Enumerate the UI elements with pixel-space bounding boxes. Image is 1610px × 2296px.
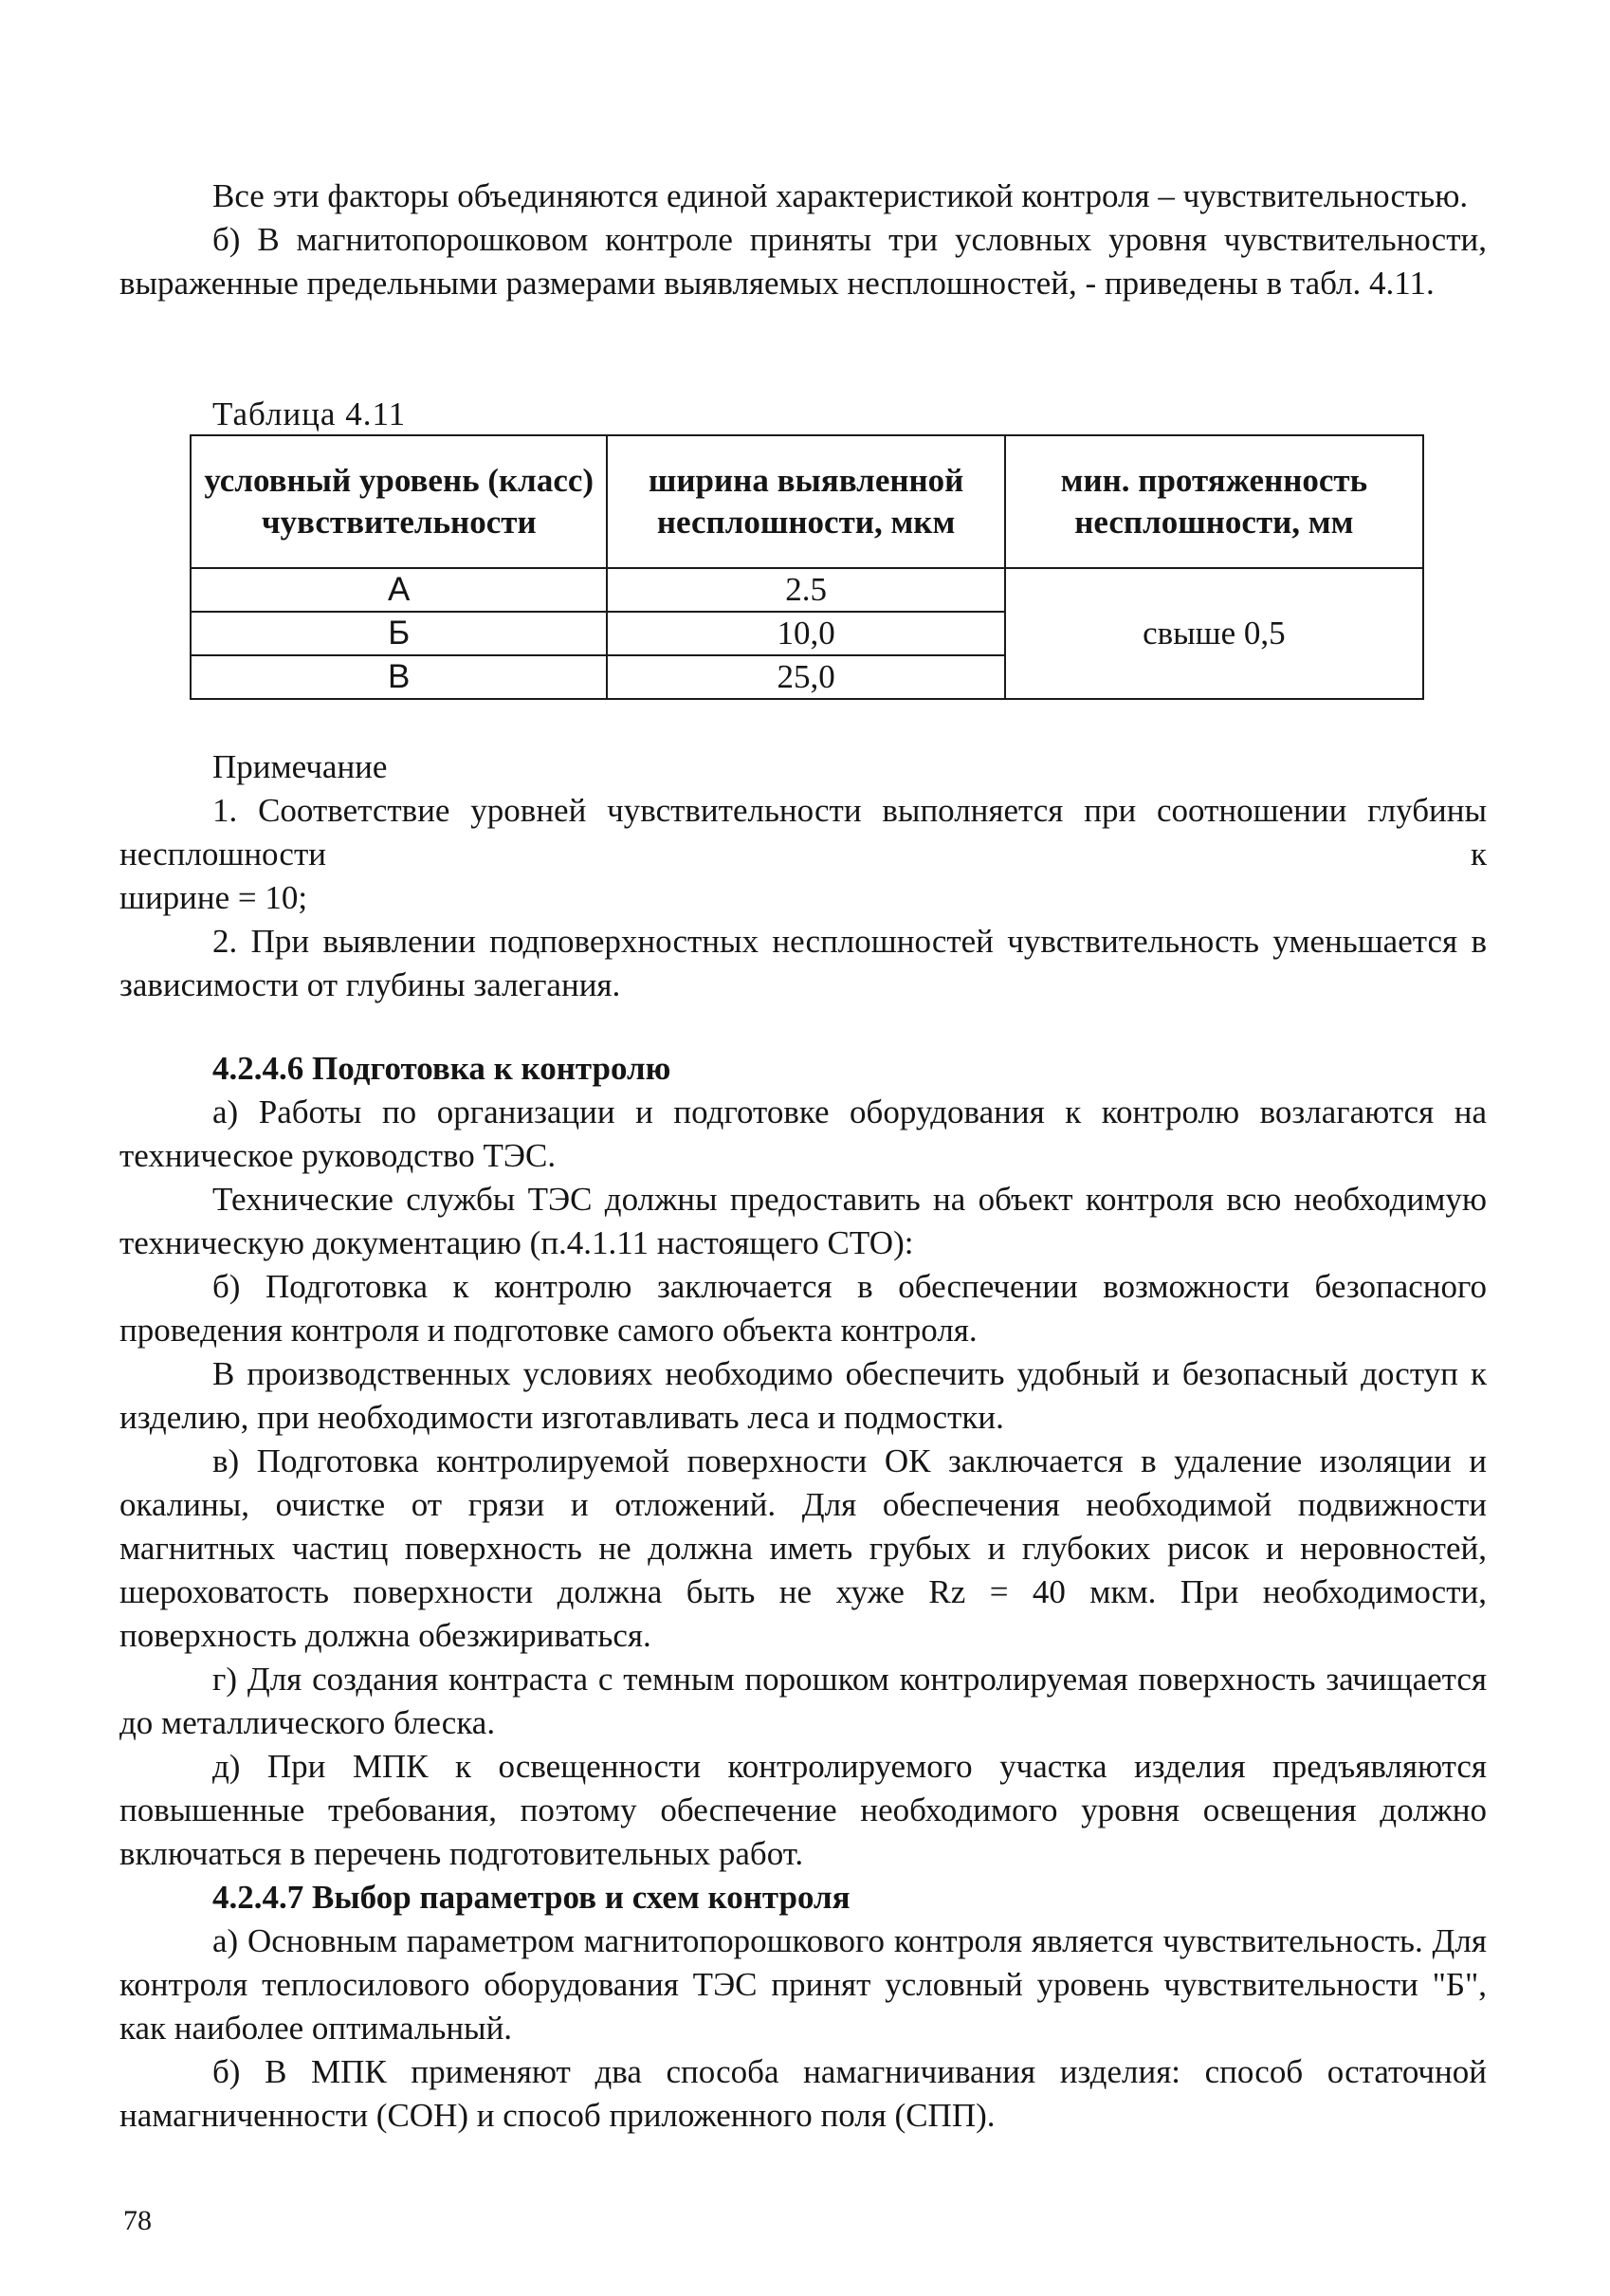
section-paragraph: б) Подготовка к контролю заключается в обеспечении возможности безопасного проведения контроля и подготовке самого объекта контроля. (119, 1268, 1487, 1349)
cell-min-length: свыше 0,5 (1005, 568, 1423, 699)
cell-width: 2.5 (607, 568, 1004, 612)
header-min-length: мин. протяженность несплошности, мм (1005, 435, 1423, 568)
section-paragraph: д) При МПК к освещенности контролируемого участка изделия предъявляются повышенные требования, поэтому обеспечение необходимого уровня освещения должно включаться в перечень подготовительных работ. (119, 1748, 1487, 1872)
section-4-2-4-6 (119, 1047, 1487, 2138)
section-paragraph: б) В МПК применяют два способа намагничивания изделия: способ остаточной намагниченности (СОН) и способ приложенного поля (СПП). (119, 2053, 1487, 2134)
section-paragraph: в) Подготовка контролируемой поверхности ОК заключается в удаление изоляции и окалины, очистке от грязи и отложений. Для обеспечения необходимой подвижности магнитных частиц поверхность не должна иметь грубых и глубоких рисок и неровностей, шероховатость поверхности должна быть не хуже Rz = 40 мкм. При необходимости, поверхность должна обезжириваться. (119, 1442, 1487, 1654)
section-paragraph: Технические службы ТЭС должны предоставить на объект контроля всю необходимую техническую документацию (п.4.1.11 настоящего СТО): (119, 1181, 1487, 1261)
note-block (119, 745, 1487, 1007)
section-heading: 4.2.4.6 Подготовка к контролю (212, 1050, 671, 1087)
note-item-2: 2. При выявлении подповерхностных несплошностей чувствительность уменьшается в зависимости от глубины залегания. (119, 923, 1487, 1003)
intro-paragraph-1: Все эти факторы объединяются единой характеристикой контроля – чувствительностью. (212, 177, 1469, 214)
note-item-1: 1. Соответствие уровней чувствительности выполняется при соотношении глубины несплошности к (119, 792, 1487, 872)
intro-block (119, 174, 1487, 305)
header-defect-width: ширина выявленной несплошности, мкм (607, 435, 1004, 568)
page-number: 78 (123, 2205, 152, 2236)
section-paragraph: В производственных условиях необходимо обеспечить удобный и безопасный доступ к изделию, при необходимости изготавливать леса и подмостки. (119, 1355, 1487, 1436)
sensitivity-table (190, 434, 1424, 700)
section-paragraph: г) Для создания контраста с темным порошком контролируемая поверхность зачищается до металлического блеска. (119, 1661, 1487, 1741)
table-caption: Таблица 4.11 (212, 395, 407, 432)
table-header-row (191, 435, 1423, 568)
cell-class: А (191, 568, 607, 612)
cell-class: В (191, 655, 607, 699)
section-paragraph: а) Работы по организации и подготовке оборудования к контролю возлагаются на техническое руководство ТЭС. (119, 1093, 1487, 1174)
section-heading-4-2-4-7: 4.2.4.7 Выбор параметров и схем контроля (212, 1879, 851, 1916)
note-title: Примечание (212, 748, 388, 785)
cell-width: 10,0 (607, 612, 1004, 655)
note-item-1-cont: ширине = 10; (119, 879, 308, 916)
cell-width: 25,0 (607, 655, 1004, 699)
header-sensitivity-class: условный уровень (класс) чувствительности (191, 435, 607, 568)
cell-class: Б (191, 612, 607, 655)
intro-paragraph-2: б) В магнитопорошковом контроле приняты три условных уровня чувствительности, выраженные предельными размерами выявляемых несплошностей, - приведены в табл. 4.11. (119, 221, 1487, 302)
section-paragraph: а) Основным параметром магнитопорошкового контроля является чувствительность. Для контроля теплосилового оборудования ТЭС принят условный уровень чувствительности "Б", как наиболее оптимальный. (119, 1922, 1487, 2047)
table-row (191, 568, 1423, 612)
